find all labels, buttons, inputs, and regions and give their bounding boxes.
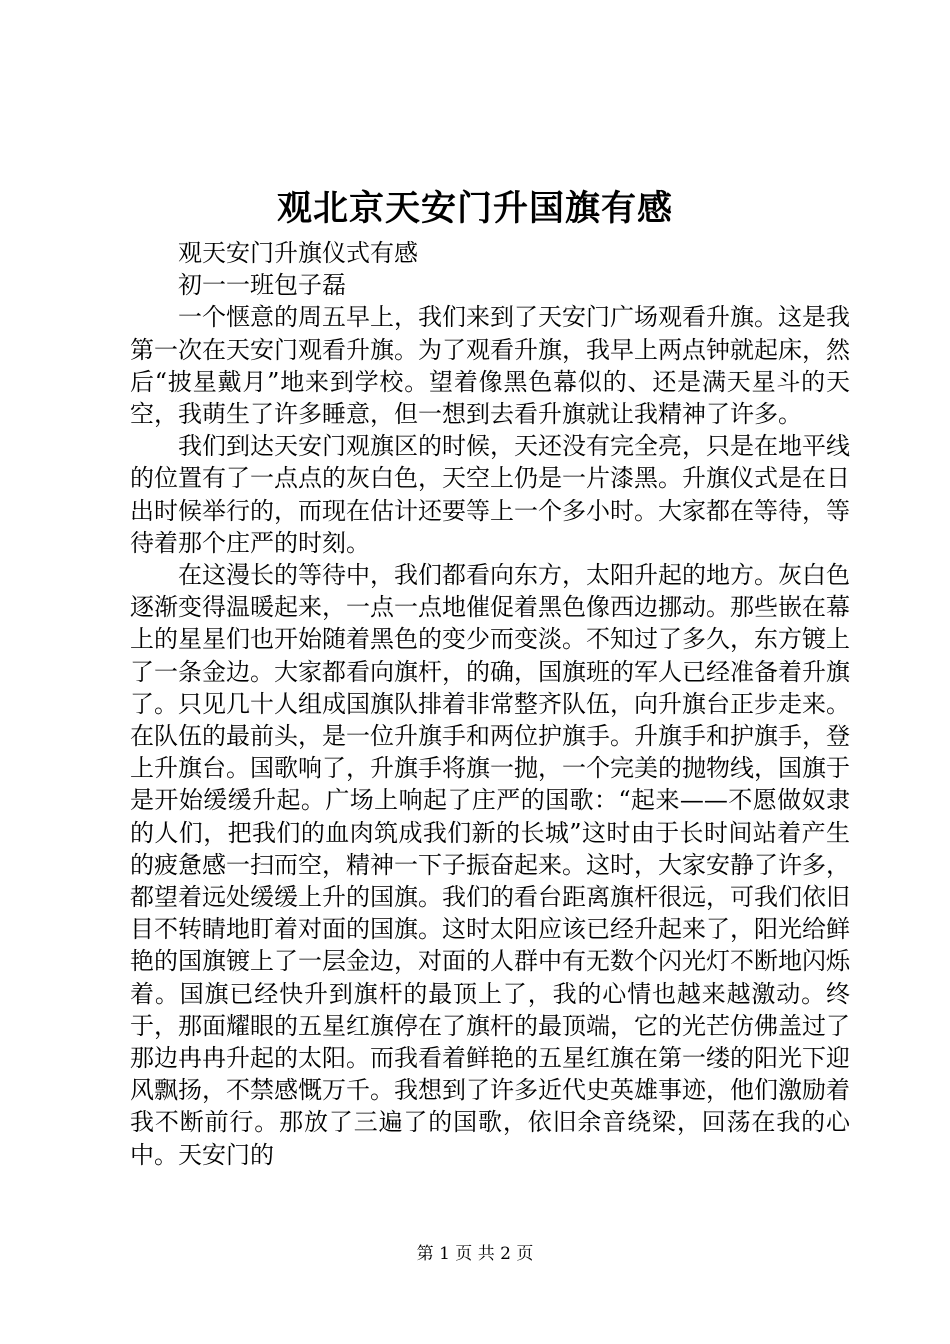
author-paragraph: 初一一班包子磊: [178, 271, 346, 300]
document-body: [130, 237, 850, 1171]
body-paragraph: 我们到达天安门观旗区的时候，天还没有完全亮，只是在地平线的位置有了一点点的灰白色，天空上仍是一片漆黑。升旗仪式是在日出时候举行的，而现在估计还要等上一个多小时。大家都在等待，等待着那个庄严的时刻。: [130, 432, 850, 557]
body-paragraph: 在这漫长的等待中，我们都看向东方，太阳升起的地方。灰白色逐渐变得温暖起来，一点一点地催促着黑色像西边挪动。那些嵌在幕上的星星们也开始随着黑色的变少而变淡。不知过了多久，东方镀上了一条金边。大家都看向旗杆，的确，国旗班的军人已经准备着升旗了。只见几十人组成国旗队排着非常整齐队伍，向升旗台正步走来。在队伍的最前头，是一位升旗手和两位护旗手。升旗手和护旗手，登上升旗台。国歌响了，升旗手将旗一抛，一个完美的抛物线，国旗于是开始缓缓升起。广场上响起了庄严的国歌：“起来——不愿做奴隶的人们，把我们的血肉筑成我们新的长城”这时由于长时间站着产生的疲惫感一扫而空，精神一下子振奋起来。这时，大家安静了许多，都望着远处缓缓上升的国旗。我们的看台距离旗杆很远，可我们依旧目不转睛地盯着对面的国旗。这时太阳应该已经升起来了，阳光给鲜艳的国旗镀上了一层金边，对面的人群中有无数个闪光灯不断地闪烁着。国旗已经快升到旗杆的最顶上了，我的心情也越来越激动。终于，那面耀眼的五星红旗停在了旗杆的最顶端，它的光芒仿佛盖过了那边冉冉升起的太阳。而我看着鲜艳的五星红旗在第一缕的阳光下迎风飘扬，不禁感慨万千。我想到了许多近代史英雄事迹，他们激励着我不断前行。那放了三遍了的国歌，依旧余音绕梁，回荡在我的心中。天安门的: [130, 561, 850, 1169]
document-title: 观北京天安门升国旗有感: [276, 188, 673, 229]
page-number-footer: 第 1 页 共 2 页: [416, 1244, 534, 1264]
subtitle-paragraph: 观天安门升旗仪式有感: [178, 239, 418, 267]
body-paragraph: 一个惬意的周五早上，我们来到了天安门广场观看升旗。这是我第一次在天安门观看升旗。为了观看升旗，我早上两点钟就起床，然后“披星戴月”地来到学校。望着像黑色幕似的、还是满天星斗的天空，我萌生了许多睡意，但一想到去看升旗就让我精神了许多。: [130, 303, 850, 429]
